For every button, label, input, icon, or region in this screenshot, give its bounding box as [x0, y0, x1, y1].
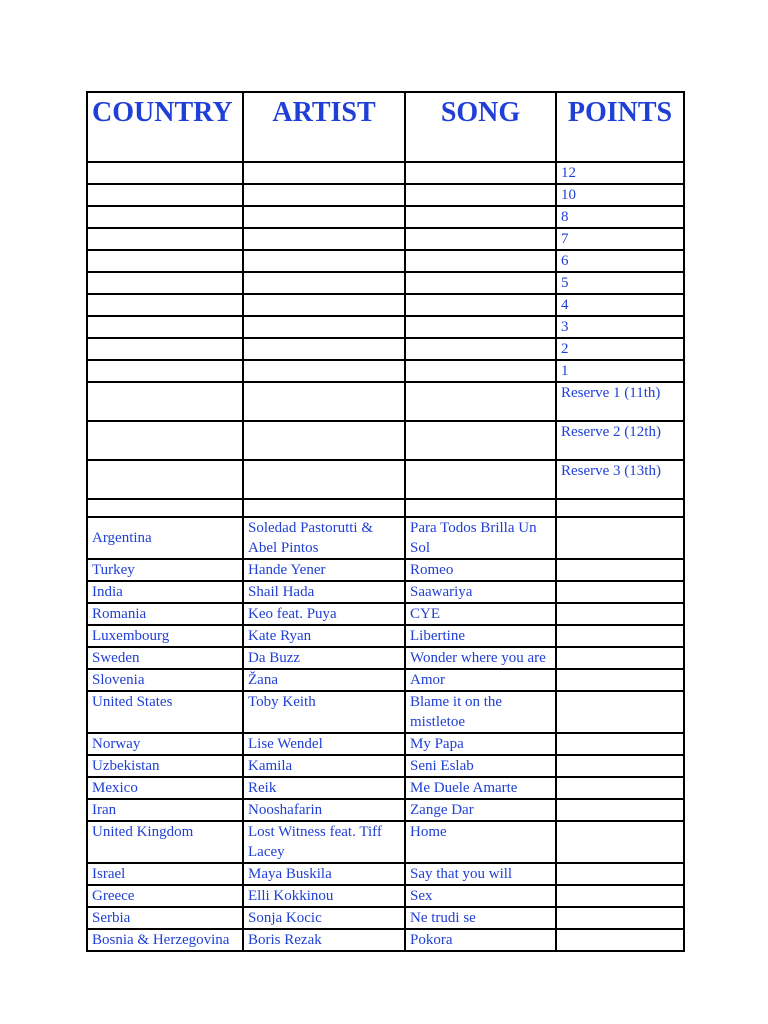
entry-row [87, 885, 684, 907]
entry-country: Norway [87, 733, 243, 755]
points-song-cell[interactable] [405, 206, 556, 228]
points-song-cell[interactable] [405, 228, 556, 250]
header-points: POINTS [556, 92, 684, 162]
points-artist-cell[interactable] [243, 338, 405, 360]
entry-row [87, 691, 684, 733]
entry-artist: Lost Witness feat. Tiff Lacey [243, 821, 405, 863]
entry-points-cell[interactable] [556, 581, 684, 603]
entry-song: Libertine [405, 625, 556, 647]
points-row [87, 250, 684, 272]
points-row [87, 338, 684, 360]
points-row [87, 421, 684, 460]
entry-artist: Shail Hada [243, 581, 405, 603]
entry-points-cell[interactable] [556, 669, 684, 691]
points-row [87, 294, 684, 316]
entry-artist: Kamila [243, 755, 405, 777]
points-song-cell[interactable] [405, 421, 556, 460]
entry-country: Serbia [87, 907, 243, 929]
entry-artist: Boris Rezak [243, 929, 405, 951]
points-song-cell[interactable] [405, 294, 556, 316]
points-song-cell[interactable] [405, 250, 556, 272]
points-country-cell[interactable] [87, 184, 243, 206]
spacer-cell [556, 499, 684, 517]
points-value: 7 [556, 228, 684, 250]
points-row [87, 162, 684, 184]
entry-song: Romeo [405, 559, 556, 581]
points-country-cell[interactable] [87, 272, 243, 294]
points-artist-cell[interactable] [243, 421, 405, 460]
points-value: Reserve 1 (11th) [556, 382, 684, 421]
points-artist-cell[interactable] [243, 316, 405, 338]
points-value: 3 [556, 316, 684, 338]
entry-artist: Toby Keith [243, 691, 405, 733]
entry-artist: Nooshafarin [243, 799, 405, 821]
entry-row [87, 929, 684, 951]
entry-song: Saawariya [405, 581, 556, 603]
entry-row [87, 603, 684, 625]
points-artist-cell[interactable] [243, 460, 405, 499]
entry-points-cell[interactable] [556, 863, 684, 885]
points-artist-cell[interactable] [243, 250, 405, 272]
spacer-cell [243, 499, 405, 517]
points-value: 8 [556, 206, 684, 228]
points-value: 2 [556, 338, 684, 360]
entry-artist: Da Buzz [243, 647, 405, 669]
points-song-cell[interactable] [405, 382, 556, 421]
entry-artist: Žana [243, 669, 405, 691]
entry-points-cell[interactable] [556, 603, 684, 625]
points-country-cell[interactable] [87, 382, 243, 421]
spacer-cell [87, 499, 243, 517]
entry-points-cell[interactable] [556, 885, 684, 907]
points-song-cell[interactable] [405, 460, 556, 499]
points-country-cell[interactable] [87, 460, 243, 499]
points-artist-cell[interactable] [243, 382, 405, 421]
points-value: 4 [556, 294, 684, 316]
entry-country: Turkey [87, 559, 243, 581]
points-row [87, 206, 684, 228]
entry-row [87, 863, 684, 885]
entry-song: Ne trudi se [405, 907, 556, 929]
entry-song: Blame it on the mistletoe [405, 691, 556, 733]
points-value: 6 [556, 250, 684, 272]
entry-points-cell[interactable] [556, 559, 684, 581]
points-row [87, 228, 684, 250]
points-artist-cell[interactable] [243, 206, 405, 228]
points-country-cell[interactable] [87, 206, 243, 228]
entry-row [87, 625, 684, 647]
points-row [87, 360, 684, 382]
entry-song: Home [405, 821, 556, 863]
points-artist-cell[interactable] [243, 360, 405, 382]
entry-song: Sex [405, 885, 556, 907]
entry-row [87, 799, 684, 821]
points-country-cell[interactable] [87, 338, 243, 360]
entry-row [87, 733, 684, 755]
entry-song: My Papa [405, 733, 556, 755]
points-value: Reserve 2 (12th) [556, 421, 684, 460]
points-row [87, 316, 684, 338]
entry-country: Romania [87, 603, 243, 625]
entry-artist: Soledad Pastorutti & Abel Pintos [243, 517, 405, 559]
voting-table [86, 91, 685, 952]
points-song-cell[interactable] [405, 338, 556, 360]
entry-row [87, 647, 684, 669]
points-artist-cell[interactable] [243, 272, 405, 294]
points-section [87, 162, 684, 517]
header-song: SONG [405, 92, 556, 162]
entry-song: Amor [405, 669, 556, 691]
entry-artist: Elli Kokkinou [243, 885, 405, 907]
points-country-cell[interactable] [87, 316, 243, 338]
entry-country: United States [87, 691, 243, 733]
entry-artist: Hande Yener [243, 559, 405, 581]
points-song-cell[interactable] [405, 272, 556, 294]
points-artist-cell[interactable] [243, 228, 405, 250]
entry-country: Luxembourg [87, 625, 243, 647]
points-row [87, 460, 684, 499]
entry-country: Uzbekistan [87, 755, 243, 777]
entry-points-cell[interactable] [556, 647, 684, 669]
points-row [87, 382, 684, 421]
entry-row [87, 777, 684, 799]
entry-points-cell[interactable] [556, 777, 684, 799]
entry-song: Wonder where you are [405, 647, 556, 669]
entry-row [87, 755, 684, 777]
entry-song: Say that you will [405, 863, 556, 885]
entry-song: Zange Dar [405, 799, 556, 821]
entry-points-cell[interactable] [556, 929, 684, 951]
points-row [87, 184, 684, 206]
entry-row [87, 559, 684, 581]
points-artist-cell[interactable] [243, 162, 405, 184]
points-country-cell[interactable] [87, 294, 243, 316]
entry-row [87, 821, 684, 863]
entry-points-cell[interactable] [556, 625, 684, 647]
entry-country: Slovenia [87, 669, 243, 691]
entry-country: Mexico [87, 777, 243, 799]
header-artist: ARTIST [243, 92, 405, 162]
entry-country: Greece [87, 885, 243, 907]
entry-row [87, 669, 684, 691]
points-country-cell[interactable] [87, 228, 243, 250]
entry-row [87, 907, 684, 929]
points-song-cell[interactable] [405, 184, 556, 206]
points-song-cell[interactable] [405, 360, 556, 382]
points-artist-cell[interactable] [243, 184, 405, 206]
entry-country: India [87, 581, 243, 603]
points-value: 12 [556, 162, 684, 184]
entry-points-cell[interactable] [556, 755, 684, 777]
points-value: 5 [556, 272, 684, 294]
points-country-cell[interactable] [87, 250, 243, 272]
entry-country: Sweden [87, 647, 243, 669]
entry-country: Argentina [87, 517, 243, 559]
points-country-cell[interactable] [87, 360, 243, 382]
points-artist-cell[interactable] [243, 294, 405, 316]
entry-song: CYE [405, 603, 556, 625]
entry-artist: Sonja Kocic [243, 907, 405, 929]
entry-points-cell[interactable] [556, 907, 684, 929]
points-value: 1 [556, 360, 684, 382]
entry-country: United Kingdom [87, 821, 243, 863]
entry-song: Para Todos Brilla Un Sol [405, 517, 556, 559]
entry-country: Iran [87, 799, 243, 821]
entry-song: Seni Eslab [405, 755, 556, 777]
points-country-cell[interactable] [87, 421, 243, 460]
points-row [87, 272, 684, 294]
entry-country: Bosnia & Herzegovina [87, 929, 243, 951]
entry-points-cell[interactable] [556, 799, 684, 821]
spacer-cell [405, 499, 556, 517]
points-song-cell[interactable] [405, 162, 556, 184]
entry-artist: Keo feat. Puya [243, 603, 405, 625]
entry-row [87, 517, 684, 559]
header-row [87, 92, 684, 162]
spacer-row [87, 499, 684, 517]
header-country: COUNTRY [87, 92, 243, 162]
entry-artist: Maya Buskila [243, 863, 405, 885]
entry-row [87, 581, 684, 603]
points-value: 10 [556, 184, 684, 206]
points-value: Reserve 3 (13th) [556, 460, 684, 499]
entry-points-cell[interactable] [556, 733, 684, 755]
points-song-cell[interactable] [405, 316, 556, 338]
entry-artist: Lise Wendel [243, 733, 405, 755]
points-country-cell[interactable] [87, 162, 243, 184]
entry-song: Me Duele Amarte [405, 777, 556, 799]
entry-points-cell[interactable] [556, 821, 684, 863]
entry-country: Israel [87, 863, 243, 885]
entries-section [87, 517, 684, 951]
entry-points-cell[interactable] [556, 691, 684, 733]
entry-artist: Reik [243, 777, 405, 799]
entry-artist: Kate Ryan [243, 625, 405, 647]
entry-song: Pokora [405, 929, 556, 951]
entry-points-cell[interactable] [556, 517, 684, 559]
